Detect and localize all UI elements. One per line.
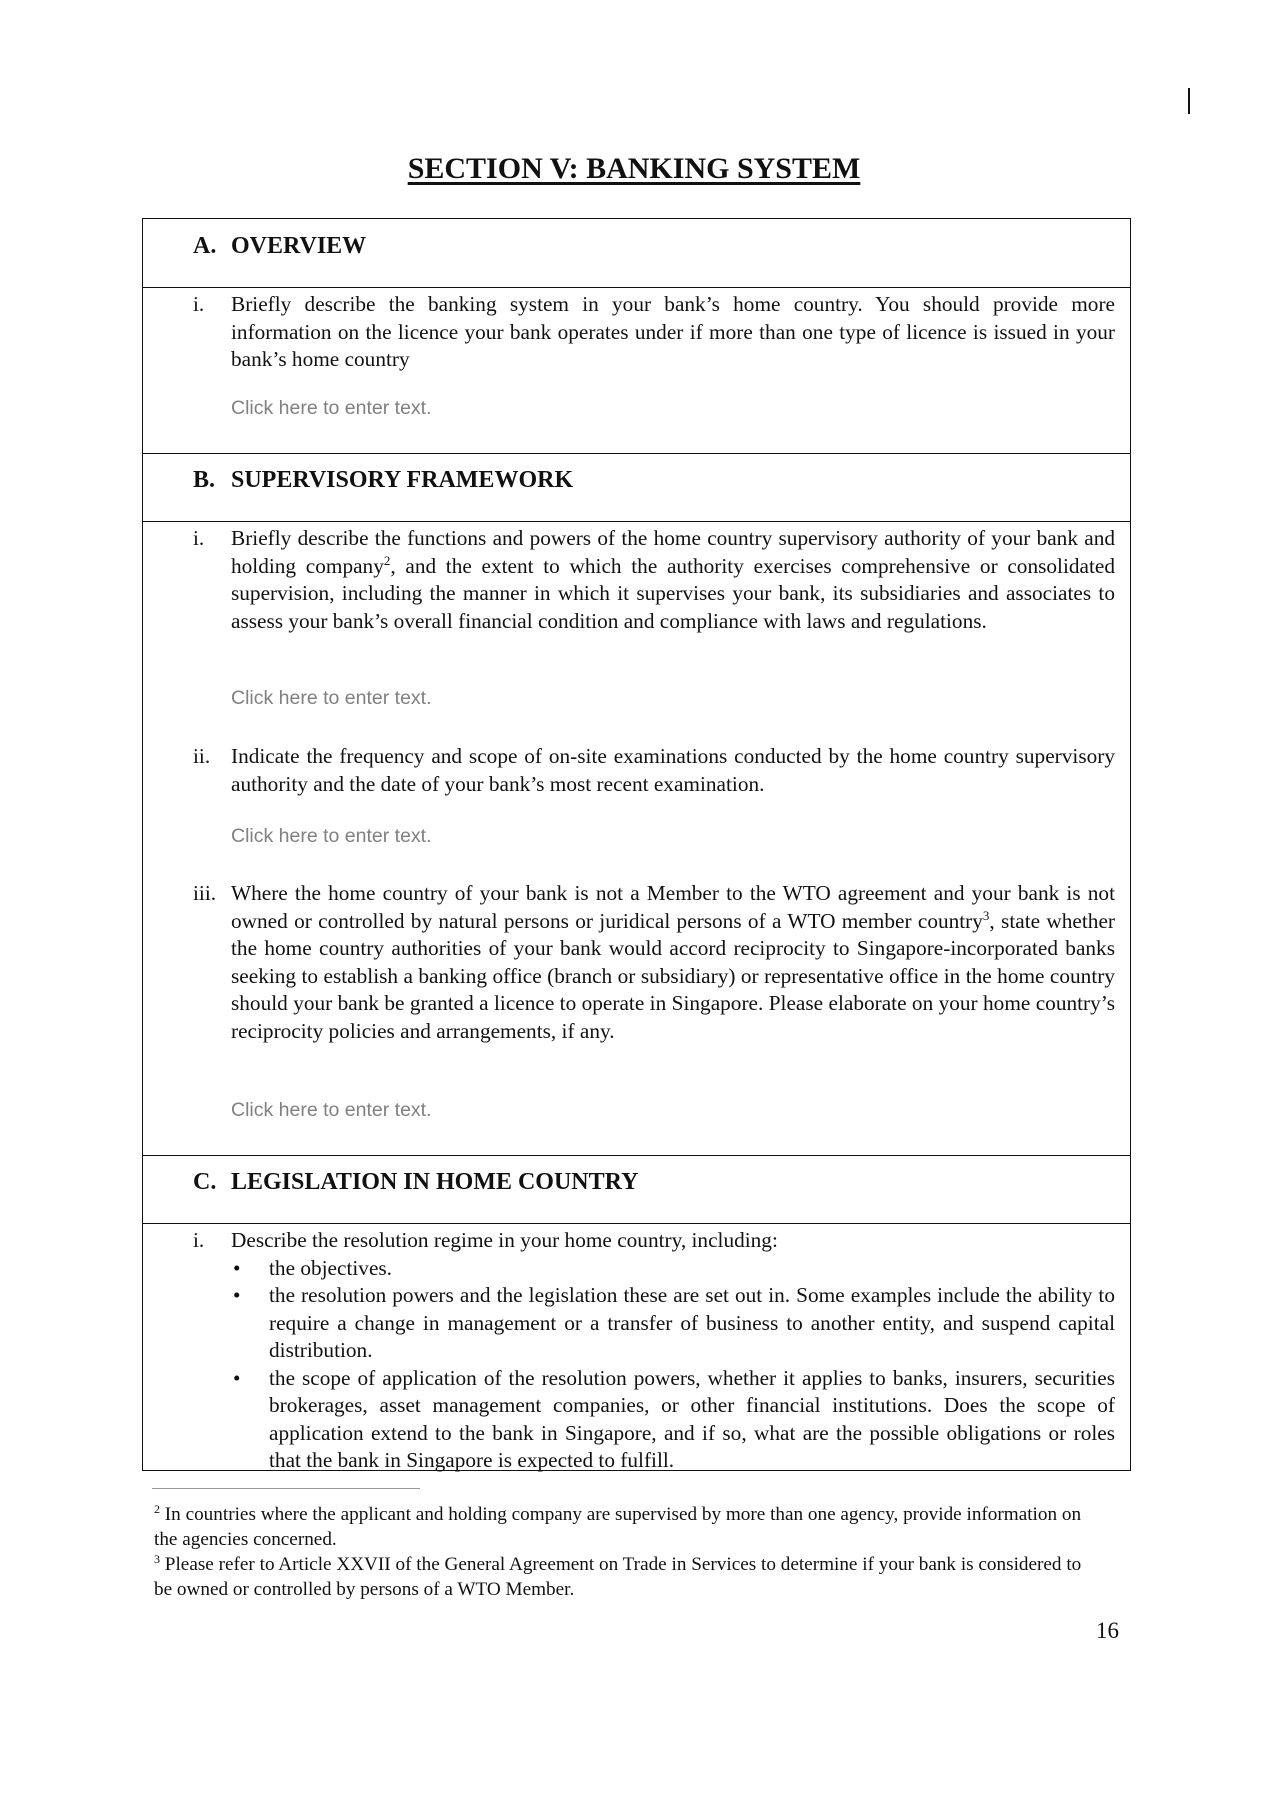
row-divider [143, 453, 1130, 454]
question-a-i: i. Briefly describe the banking system in your bank’s home country. You should provide more information on the licence your bank operates under if more than one type of licence is issued in your bank’s home country [193, 292, 1115, 371]
bullet-list [231, 1255, 1115, 1475]
question-b-iii: iii. Where the home country of your bank is not a Member to the WTO agreement and your bank is not owned or controlled by natural persons or juridical persons of a WTO member country$^3$, state whether the home country authorities of your bank would accord reciprocity to Singapore-incorporated banks seeking to establish a banking office (branch or subsidiary) or representative office in the home country should your bank be granted a licence to operate in Singapore. Please elaborate on your home country’s reciprocity policies and arrangements, if any. [193, 881, 1115, 1043]
questionnaire-table [142, 218, 1131, 1471]
footnote-separator [152, 1488, 420, 1489]
footnote-ref: 2 [383, 552, 391, 568]
question-b-i: i. Briefly describe the functions and powers of the home country supervisory authority of your bank and holding company$^2$, and the extent to which the authority exercises comprehensive or consolidated supervision, including the manner in which it supervises your bank, its subsidiaries and associates to assess your bank’s overall financial condition and compliance with laws and regulations. [193, 526, 1115, 633]
footnote-2: $^2$ In countries where the applicant and holding company are supervised by more than one agency, provide information on the agencies concerned. [154, 1502, 1082, 1550]
list-item: • the scope of application of the resolution powers, whether it applies to banks, insurers, securities brokerages, asset management companies, or other financial institutions. Does the scope of application extend to the bank in Singapore, and if so, what are the possible obligations or roles that the bank in Singapore is expected to fulfill. [233, 1365, 1115, 1472]
question-c-i: i. Describe the resolution regime in your home country, including: • the objectives. • the resolution powers and the legislation these are set out in. Some examples include the ability to require a change in management or a transfer of business to another entity, and suspend capital distribution. • the scope of application of the resolution powers, whether it applies to banks, insurers, securities brokerages, asset management companies, or other financial institutions. Does the scope of application extend to the bank in Singapore, and if so, what are the possible obligations or roles that the bank in Singapore is expected to fulfill. [193, 1227, 1115, 1475]
bullet-icon: • [233, 1365, 241, 1390]
answer-field-b-iii[interactable]: Click here to enter text. [231, 1099, 432, 1121]
row-divider [143, 521, 1130, 522]
section-a-heading: A. OVERVIEW [193, 233, 367, 259]
answer-field-a-i[interactable]: Click here to enter text. [231, 397, 432, 419]
revision-bar [1188, 88, 1190, 114]
section-title: SECTION V: BANKING SYSTEM [407, 152, 861, 185]
bullet-icon: • [233, 1283, 241, 1307]
question-b-ii: ii. Indicate the frequency and scope of on-site examinations conducted by the home country supervisory authority and the date of your bank’s most recent examination. [193, 744, 1115, 796]
list-item: • the resolution powers and the legislation these are set out in. Some examples include the ability to require a change in management or a transfer of business to another entity, and suspend capital distribution. [233, 1283, 1115, 1362]
footnote-ref: 3 [982, 907, 990, 923]
section-b-heading: B. SUPERVISORY FRAMEWORK [193, 467, 574, 493]
answer-field-b-i[interactable]: Click here to enter text. [231, 687, 432, 709]
list-item: • the objectives. [231, 1255, 1115, 1283]
answer-field-b-ii[interactable]: Click here to enter text. [231, 825, 432, 847]
row-divider [143, 1223, 1130, 1224]
bullet-icon: • [233, 1255, 241, 1280]
footnote-3: $^3$ Please refer to Article XXVII of the General Agreement on Trade in Services to determine if your bank is considered to be owned or controlled by persons of a WTO Member. [154, 1552, 1082, 1600]
page-number: 16 [1096, 1618, 1119, 1643]
row-divider [143, 1155, 1130, 1156]
section-c-heading: C. LEGISLATION IN HOME COUNTRY [193, 1169, 639, 1195]
row-divider [143, 287, 1130, 288]
